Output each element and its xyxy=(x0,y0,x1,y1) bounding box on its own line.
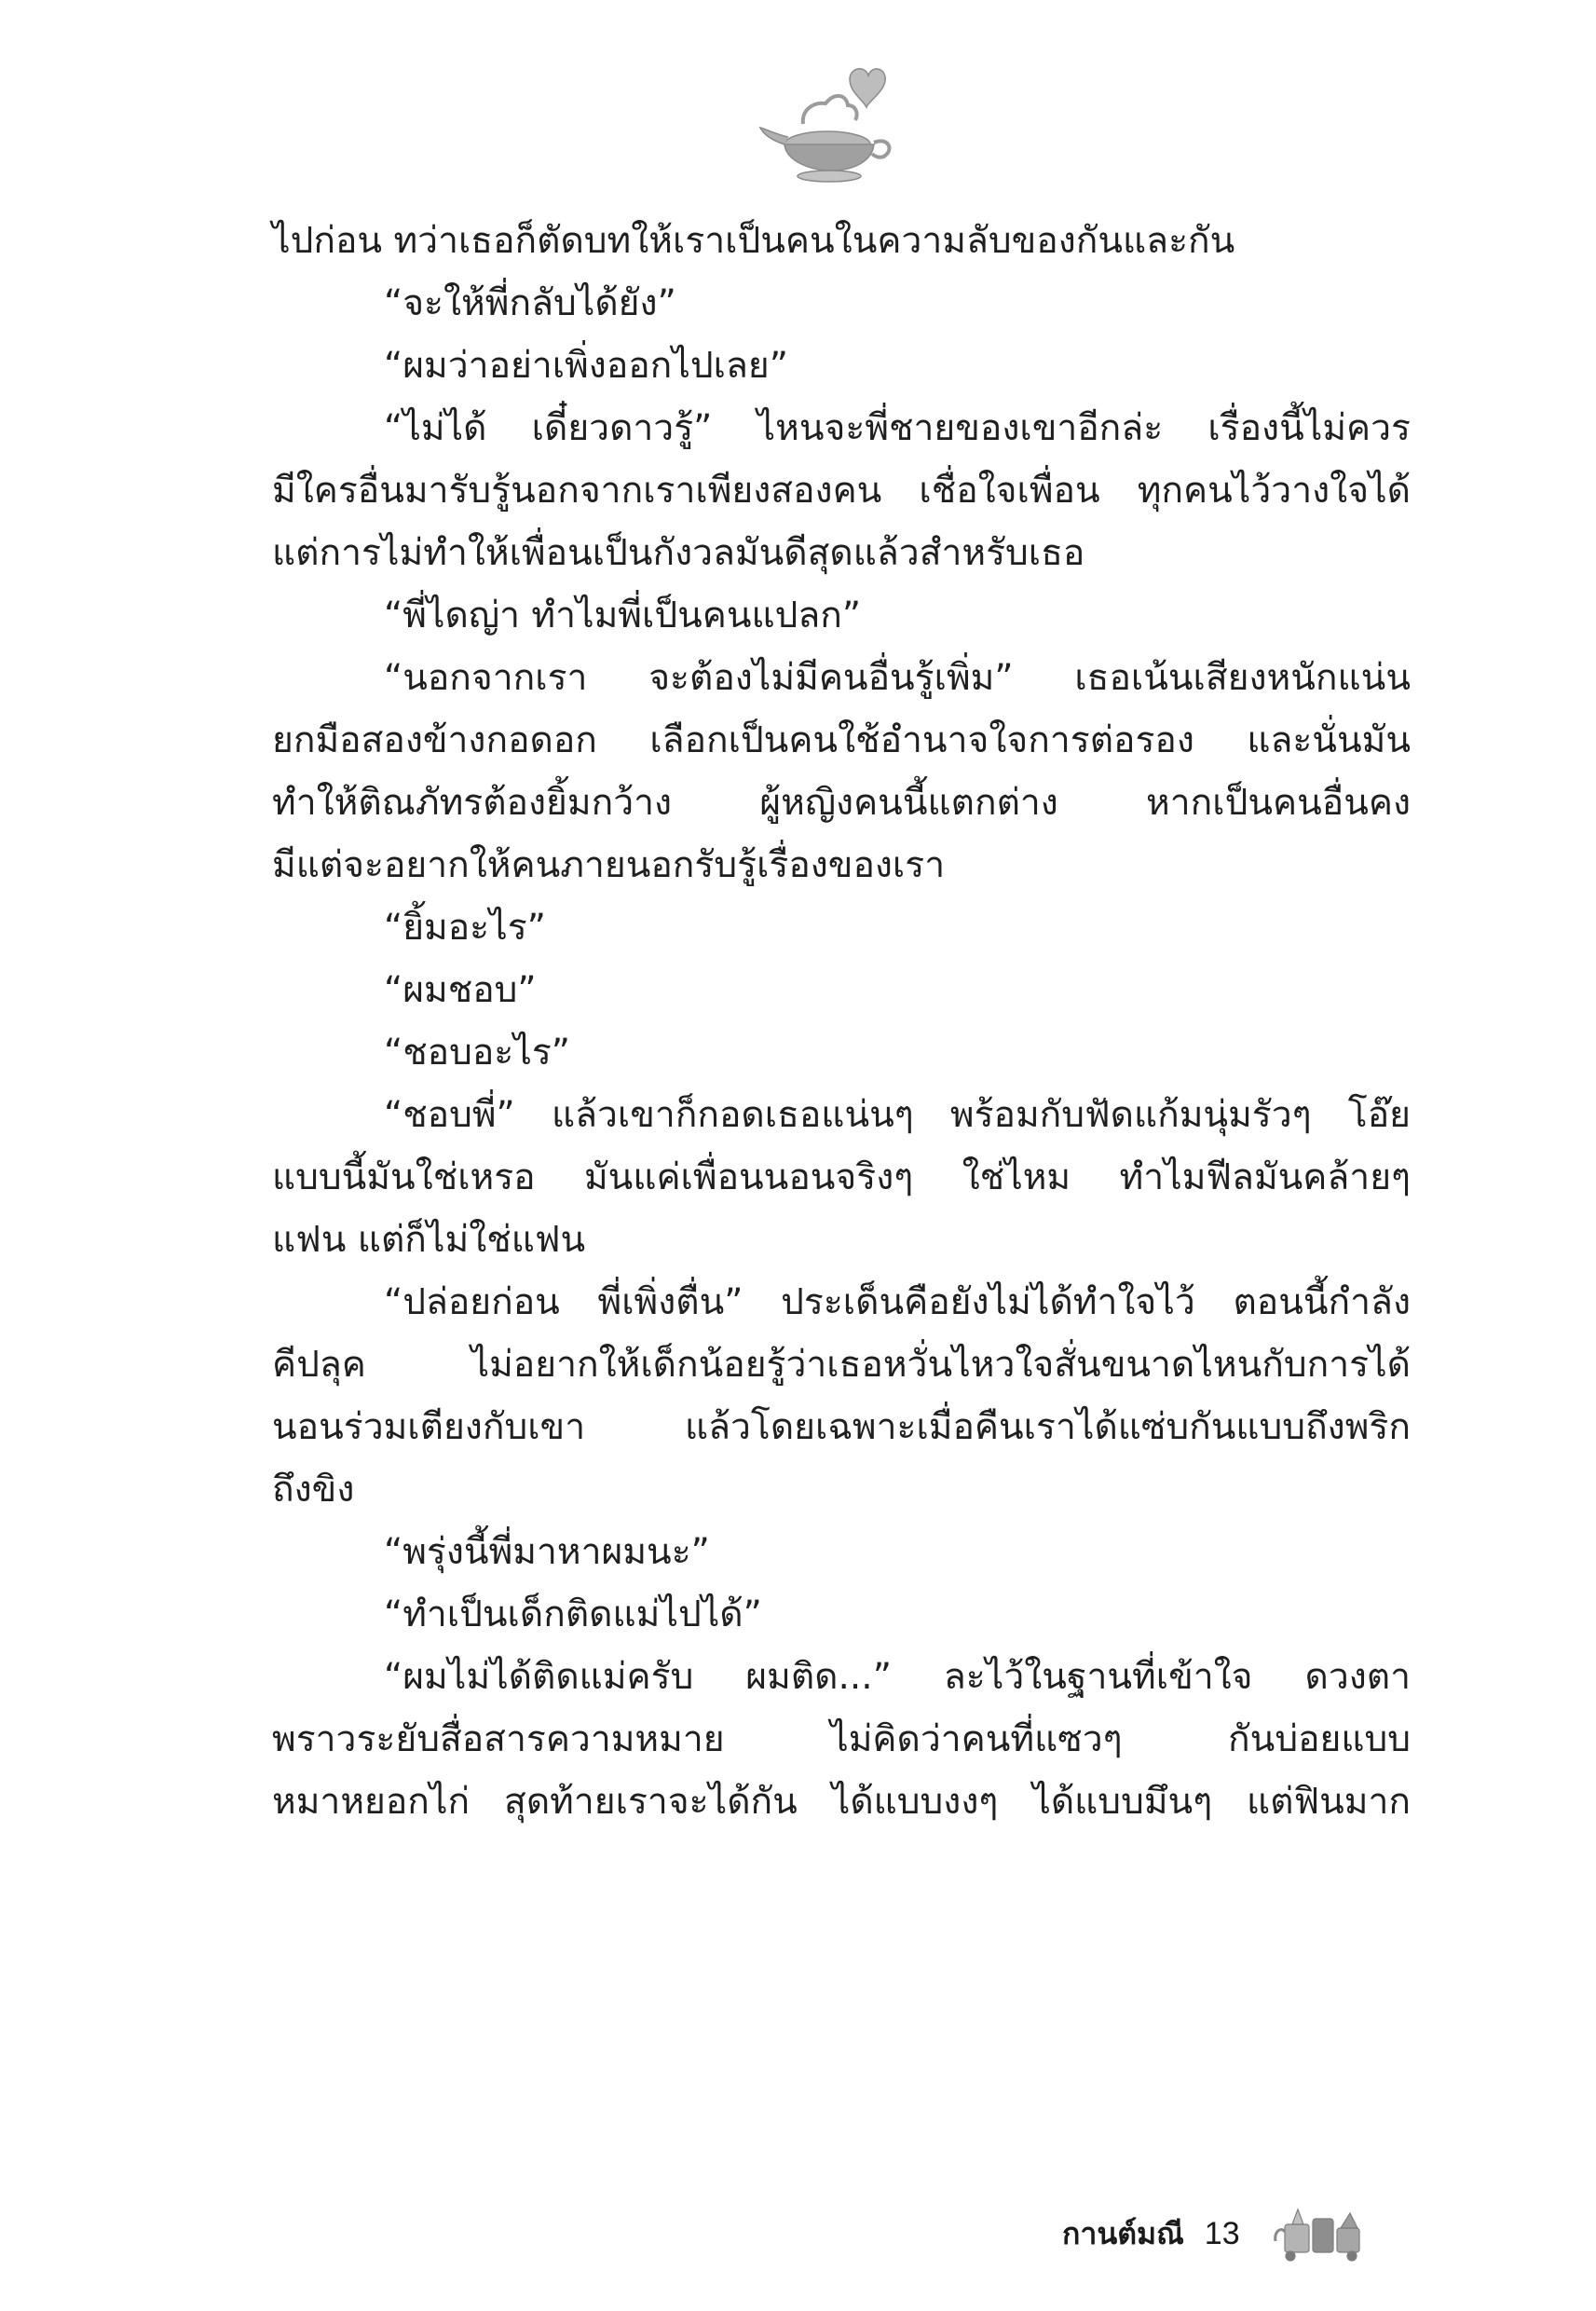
text-line: แต่การไม่ทำให้เพื่อนเป็นกังวลมันดีสุดแล้วสำหรับเธอ xyxy=(272,532,1085,574)
text-line: แบบนี้มันใช่เหรอ มันแค่เพื่อนนอนจริงๆ ใช่ไหม ทำไมฟีลมันคล้ายๆ xyxy=(272,1156,1411,1198)
text-line: แฟน แต่ก็ไม่ใช่แฟน xyxy=(272,1219,586,1261)
text-line: “ไม่ได้ เดี๋ยวดาวรู้” ไหนจะพี่ชายของเขาอีกล่ะ เรื่องนี้ไม่ควร xyxy=(384,407,1411,449)
text-line: “ชอบพี่” แล้วเขาก็กอดเธอแน่นๆ พร้อมกับฟัดแก้มนุ่มรัวๆ โอ๊ย xyxy=(384,1094,1411,1136)
text-line: ยกมือสองข้างกอดอก เลือกเป็นคนใช้อำนาจใจการต่อรอง และนั่นมัน xyxy=(272,719,1411,761)
body-text xyxy=(272,210,1411,1833)
text-line: คีปลุค ไม่อยากให้เด็กน้อยรู้ว่าเธอหวั่นไหวใจสั่นขนาดไหนกับการได้ xyxy=(272,1344,1411,1386)
text-line: ถึงขิง xyxy=(272,1469,355,1511)
text-line: “จะให้พี่กลับได้ยัง” xyxy=(384,282,676,324)
footer-decoration-icon xyxy=(1272,2204,1372,2263)
page-footer xyxy=(1062,2201,1453,2266)
text-line: “นอกจากเรา จะต้องไม่มีคนอื่นรู้เพิ่ม” เธอเน้นเสียงหนักแน่น xyxy=(384,657,1411,699)
text-line: “ผมชอบ” xyxy=(384,969,537,1011)
page-number: 13 xyxy=(1204,2215,1240,2251)
text-line: หมาหยอกไก่ สุดท้ายเราจะได้กัน ได้แบบงงๆ ได้แบบมึนๆ แต่ฟินมาก xyxy=(272,1781,1411,1823)
text-line: “ผมว่าอย่าเพิ่งออกไปเลย” xyxy=(384,345,788,387)
text-line: “ปล่อยก่อน พี่เพิ่งตื่น” ประเด็นคือยังไม่ได้ทำใจไว้ ตอนนี้กำลัง xyxy=(384,1281,1411,1323)
text-line: มีแต่จะอยากให้คนภายนอกรับรู้เรื่องของเรา xyxy=(272,844,946,886)
text-line: “ผมไม่ได้ติดแม่ครับ ผมติด...” ละไว้ในฐานที่เข้าใจ ดวงตา xyxy=(384,1656,1411,1698)
author-name: กานต์มณี xyxy=(1062,2215,1184,2251)
text-line: พราวระยับสื่อสารความหมาย ไม่คิดว่าคนที่แซวๆ กันบ่อยแบบ xyxy=(272,1718,1411,1760)
text-line: “พี่ไดญ่า ทำไมพี่เป็นคนแปลก” xyxy=(384,595,862,636)
lamp-emblem-icon xyxy=(745,51,913,191)
text-line: “ยิ้มอะไร” xyxy=(384,907,546,949)
text-line: นอนร่วมเตียงกับเขา แล้วโดยเฉพาะเมื่อคืนเราได้แซ่บกันแบบถึงพริก xyxy=(272,1406,1411,1448)
text-line: ทำให้ติณภัทรต้องยิ้มกว้าง ผู้หญิงคนนี้แตกต่าง หากเป็นคนอื่นคง xyxy=(272,782,1411,824)
text-line: “พรุ่งนี้พี่มาหาผมนะ” xyxy=(384,1531,710,1573)
text-line: ไปก่อน ทว่าเธอก็ตัดบทให้เราเป็นคนในความลับของกันและกัน xyxy=(272,220,1235,262)
text-line: มีใครอื่นมารับรู้นอกจากเราเพียงสองคน เชื่อใจเพื่อน ทุกคนไว้วางใจได้ xyxy=(272,470,1411,512)
text-line: “ทำเป็นเด็กติดแม่ไปได้” xyxy=(384,1593,762,1635)
text-line: “ชอบอะไร” xyxy=(384,1032,570,1073)
